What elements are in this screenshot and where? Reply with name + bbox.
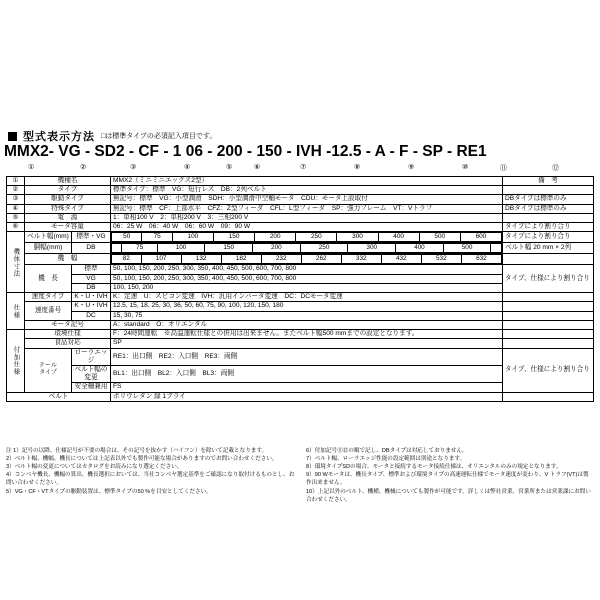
row-remark — [503, 186, 594, 195]
cell: 300 — [348, 244, 396, 253]
table-row — [7, 195, 594, 204]
row-value: 12.5, 15, 18, 25, 30, 36, 50, 60, 75, 90, 100, 120, 150, 180 — [111, 302, 503, 311]
row-label: 電 源 — [25, 213, 111, 222]
footnotes-right — [306, 447, 594, 504]
circle-1: ① — [28, 164, 35, 171]
note: 10）上記以外のベルト、機種、機械についても製作が可能です。詳しくは弊社営業、営業所または営業課にお問い合わせください。 — [306, 488, 591, 503]
note: 5）VG・CF・VTタイプの駆動装置は、標準タイプの50 %を目安としてください。 — [6, 488, 212, 495]
row-sublabel: DC — [72, 311, 111, 320]
table-row-speed-no — [7, 302, 594, 311]
row-remark — [503, 293, 594, 302]
row-no: ⑥ — [7, 223, 25, 232]
cell: 600 — [460, 233, 501, 242]
cell: 632 — [461, 255, 501, 264]
row-no: ② — [7, 186, 25, 195]
side-label-dimensions — [7, 232, 25, 293]
cell: 250 — [296, 233, 337, 242]
row-remark: タイプ、仕様により割り合り — [503, 265, 594, 293]
row-label: 食品対応 — [25, 339, 111, 348]
row-sublabel: ベルト幅の変更 — [72, 365, 111, 382]
row-label: テール タイプ — [25, 348, 72, 392]
row-remark: タイプ、仕様により割り合り — [503, 348, 594, 392]
cell: 232 — [261, 255, 301, 264]
row-remark — [503, 302, 594, 311]
row-remark: DBタイプは標準のみ — [503, 195, 594, 204]
table-row-belt-width — [7, 232, 594, 243]
row-value: FS — [111, 383, 503, 392]
table-row — [7, 213, 594, 222]
row-remark — [503, 392, 594, 401]
row-no: ④ — [7, 204, 25, 213]
row-label: 機 幅 — [25, 254, 111, 265]
side-label-spec — [7, 293, 25, 330]
cell: 150 — [213, 233, 254, 242]
cell: 75 — [122, 244, 157, 253]
row-remark: DBタイプは標準のみ — [503, 204, 594, 213]
cell: 132 — [181, 255, 221, 264]
cell: 400 — [396, 244, 444, 253]
header-note: □は標準タイプの必須記入項目です。 — [101, 133, 217, 140]
table-row — [7, 186, 594, 195]
row-sublabel: DB — [72, 243, 111, 254]
note: 2）ベルト幅、機幅、機長については上記表以外でも製作可能な場合がありますのでお問い合わせください。 — [6, 456, 278, 463]
row-label: 胴幅(mm) — [25, 243, 72, 254]
row-sublabel: 安全柵兼用 — [72, 383, 111, 392]
row-sublabel: K・U・IVH — [72, 293, 111, 302]
row-label: 環境仕様 — [25, 330, 111, 339]
side-label-option — [7, 330, 25, 393]
row-remark — [503, 254, 594, 265]
row-no: ① — [7, 177, 25, 186]
row-remark — [503, 339, 594, 348]
row-remark-header: 備 考 — [503, 177, 594, 186]
row-value: 15, 30, 75 — [111, 311, 503, 320]
circle-8: ⑧ — [354, 164, 361, 171]
row-label: ベルト幅(mm) — [25, 232, 72, 243]
circle-index-row — [4, 163, 596, 175]
header-title: 型式表示方法 — [23, 131, 95, 143]
row-no: ⑤ — [7, 213, 25, 222]
circle-7: ⑦ — [300, 164, 307, 171]
row-sublabel: DB — [72, 283, 111, 292]
cell: 75 — [142, 233, 172, 242]
row-value: ポリウレタン 緑 1プライ — [111, 392, 503, 401]
row-label: 機種名 — [25, 177, 111, 186]
cell: 500 — [419, 233, 460, 242]
cell — [491, 244, 502, 253]
belt-width-db-cells — [111, 243, 503, 254]
row-sublabel: K・U・IVH — [72, 302, 111, 311]
table-row — [7, 204, 594, 213]
cell: 182 — [221, 255, 261, 264]
table-row-speed-type — [7, 293, 594, 302]
row-remark: タイプにより割り合り — [503, 223, 594, 232]
row-label: タイプ — [25, 186, 111, 195]
cell: 400 — [378, 233, 419, 242]
row-sublabel: 標準・VG — [72, 232, 111, 243]
row-value: 50, 100, 150, 200, 250, 300, 350, 400, 450, 500, 600, 700, 800 — [111, 274, 503, 283]
cell: 500 — [443, 244, 491, 253]
circle-11: ⑪ — [500, 165, 507, 172]
row-value: 無記号：標準 CF：上部水平 CFZ：Z型フィーダ CFL：L型フィーダ SP：強力フレーム VT：Vトラフ — [111, 204, 503, 213]
table-row-frame-width — [7, 254, 594, 265]
cell: 107 — [141, 255, 181, 264]
row-value: 50, 100, 150, 200, 250, 300, 350, 400, 450, 500, 600, 700, 800 — [111, 265, 503, 274]
row-value: 1：単相100 V 2：単相200 V 3：三相200 V — [111, 213, 503, 222]
cell: 532 — [421, 255, 461, 264]
cell: 332 — [341, 255, 381, 264]
row-value: K：定速 U：スピコン変速 IVH：汎用インバータ変速 DC：DCモータ変速 — [111, 293, 503, 302]
table-row-food — [7, 339, 594, 348]
row-label: モータ記号 — [25, 320, 111, 329]
row-remark — [503, 311, 594, 320]
table-row-belt-width-db — [7, 243, 594, 254]
row-remark: タイプにより割り合り — [503, 232, 594, 243]
cell — [112, 244, 122, 253]
bullet-square-icon — [8, 132, 17, 141]
row-value: 100, 150, 200 — [111, 283, 503, 292]
cell: 200 — [253, 244, 301, 253]
row-value: 06：25 W 06：40 W 06：60 W 09：90 W — [111, 223, 503, 232]
table-row-motor-symbol — [7, 320, 594, 329]
row-remark: ベルト幅 20 mm × 2列 — [503, 243, 594, 254]
circle-3: ③ — [130, 164, 137, 171]
circle-12: ⑫ — [552, 165, 559, 172]
table-row-length-std — [7, 265, 594, 274]
table-row-belt — [7, 392, 594, 401]
table-row-env — [7, 330, 594, 339]
footnotes-left — [6, 447, 296, 496]
row-value: BL1：出口側 BL2：入口側 BL3：両側 — [111, 365, 503, 382]
cell: 150 — [205, 244, 253, 253]
row-value: MMX2（ミニミニエックス2型） — [111, 177, 503, 186]
row-remark — [503, 213, 594, 222]
row-remark — [503, 330, 594, 339]
belt-width-standard-cells — [111, 232, 503, 243]
row-label: 速度番号 — [25, 302, 72, 320]
row-value: A：standard O：オリエンタル — [111, 320, 503, 329]
side-label-option-text: 付加仕様 — [12, 346, 20, 376]
row-label: 特殊タイプ — [25, 204, 111, 213]
row-label: モータ容量 — [25, 223, 111, 232]
cell: 100 — [157, 244, 205, 253]
row-sublabel: ローラエッジ — [72, 348, 111, 365]
row-value: SP — [111, 339, 503, 348]
cell: 432 — [381, 255, 421, 264]
model-code-string: MMX2- VG - SD2 - CF - 1 06 - 200 - 150 - IVH -12.5 - A - F - SP - RE1 — [4, 143, 487, 160]
row-label: 機 長 — [25, 265, 72, 293]
row-value: 標準タイプ：標準 VG：短行レス DB：2列ベルト — [111, 186, 503, 195]
row-remark — [503, 320, 594, 329]
circle-2: ② — [80, 164, 87, 171]
row-value: F：24時間運転 ※高温運転仕様との併用は出来ません。またベルト幅500 mmまでの設定となります。 — [111, 330, 503, 339]
table-row — [7, 223, 594, 232]
note: 6）付加記号⑪⑫の順で記し、DBタイプは対応しておりません。 — [306, 448, 468, 454]
section-header — [8, 128, 216, 144]
row-value: 無記号：標準 VG：小型潤滑 SDH：小型潤滑中空軸モータ CDU：モータ上設取付 — [111, 195, 503, 204]
cell: 50 — [112, 233, 142, 242]
row-label: ベルト — [7, 392, 111, 401]
side-label-spec-text: 仕様 — [12, 303, 20, 319]
note: 9）90 Wモータは、機長タイプ、標準および環境タイプの高速運転仕様でモータ速度が変わり、V トラフ(VT)は製作出来ません。 — [306, 472, 589, 487]
table-row-speed-dc — [7, 311, 594, 320]
cell: 250 — [300, 244, 348, 253]
row-sublabel: 標準 — [72, 265, 111, 274]
row-sublabel: VG — [72, 274, 111, 283]
spec-table — [6, 176, 594, 402]
row-label: 駆動タイプ — [25, 195, 111, 204]
row-value: RE1：出口側 RE2：入口側 RE3：両側 — [111, 348, 503, 365]
frame-width-cells — [111, 254, 503, 265]
side-label-dimensions-text: 機体寸法 — [12, 247, 20, 277]
note: 4）コンベヤ機長、機幅の算出、機長選択においては、当社コンベヤ選定基準をご確認になり取付けるものとし、お問い合わせください。 — [6, 472, 295, 487]
note: 3）ベルト幅の変更についてはカタログをお読みになり選定ください。 — [6, 464, 183, 471]
note: 注 1）記号の以降、仕様記号が不要の場合は、その記号を抜かす（ハイフン）を除いて記載となります。 — [6, 448, 268, 454]
table-row — [7, 177, 594, 186]
circle-9: ⑨ — [408, 164, 415, 171]
circle-10: ⑩ — [462, 164, 469, 171]
cell: 262 — [301, 255, 341, 264]
note: 7）ベルト幅、ローラエッジ性能の設定範囲は別途となります。 — [306, 456, 466, 463]
circle-4: ④ — [184, 164, 191, 171]
row-no: ③ — [7, 195, 25, 204]
circle-6: ⑥ — [254, 164, 261, 171]
cell: 82 — [112, 255, 142, 264]
cell: 200 — [255, 233, 296, 242]
row-label: 速度タイプ — [25, 293, 72, 302]
cell: 300 — [337, 233, 378, 242]
cell: 100 — [172, 233, 213, 242]
table-row-tail-roller-edge — [7, 348, 594, 365]
note: 8）環境タイプSDの場合、モータと接続するモータ接続仕様は、オリエンタルのみの規定となります。 — [306, 464, 562, 471]
circle-5: ⑤ — [226, 164, 233, 171]
